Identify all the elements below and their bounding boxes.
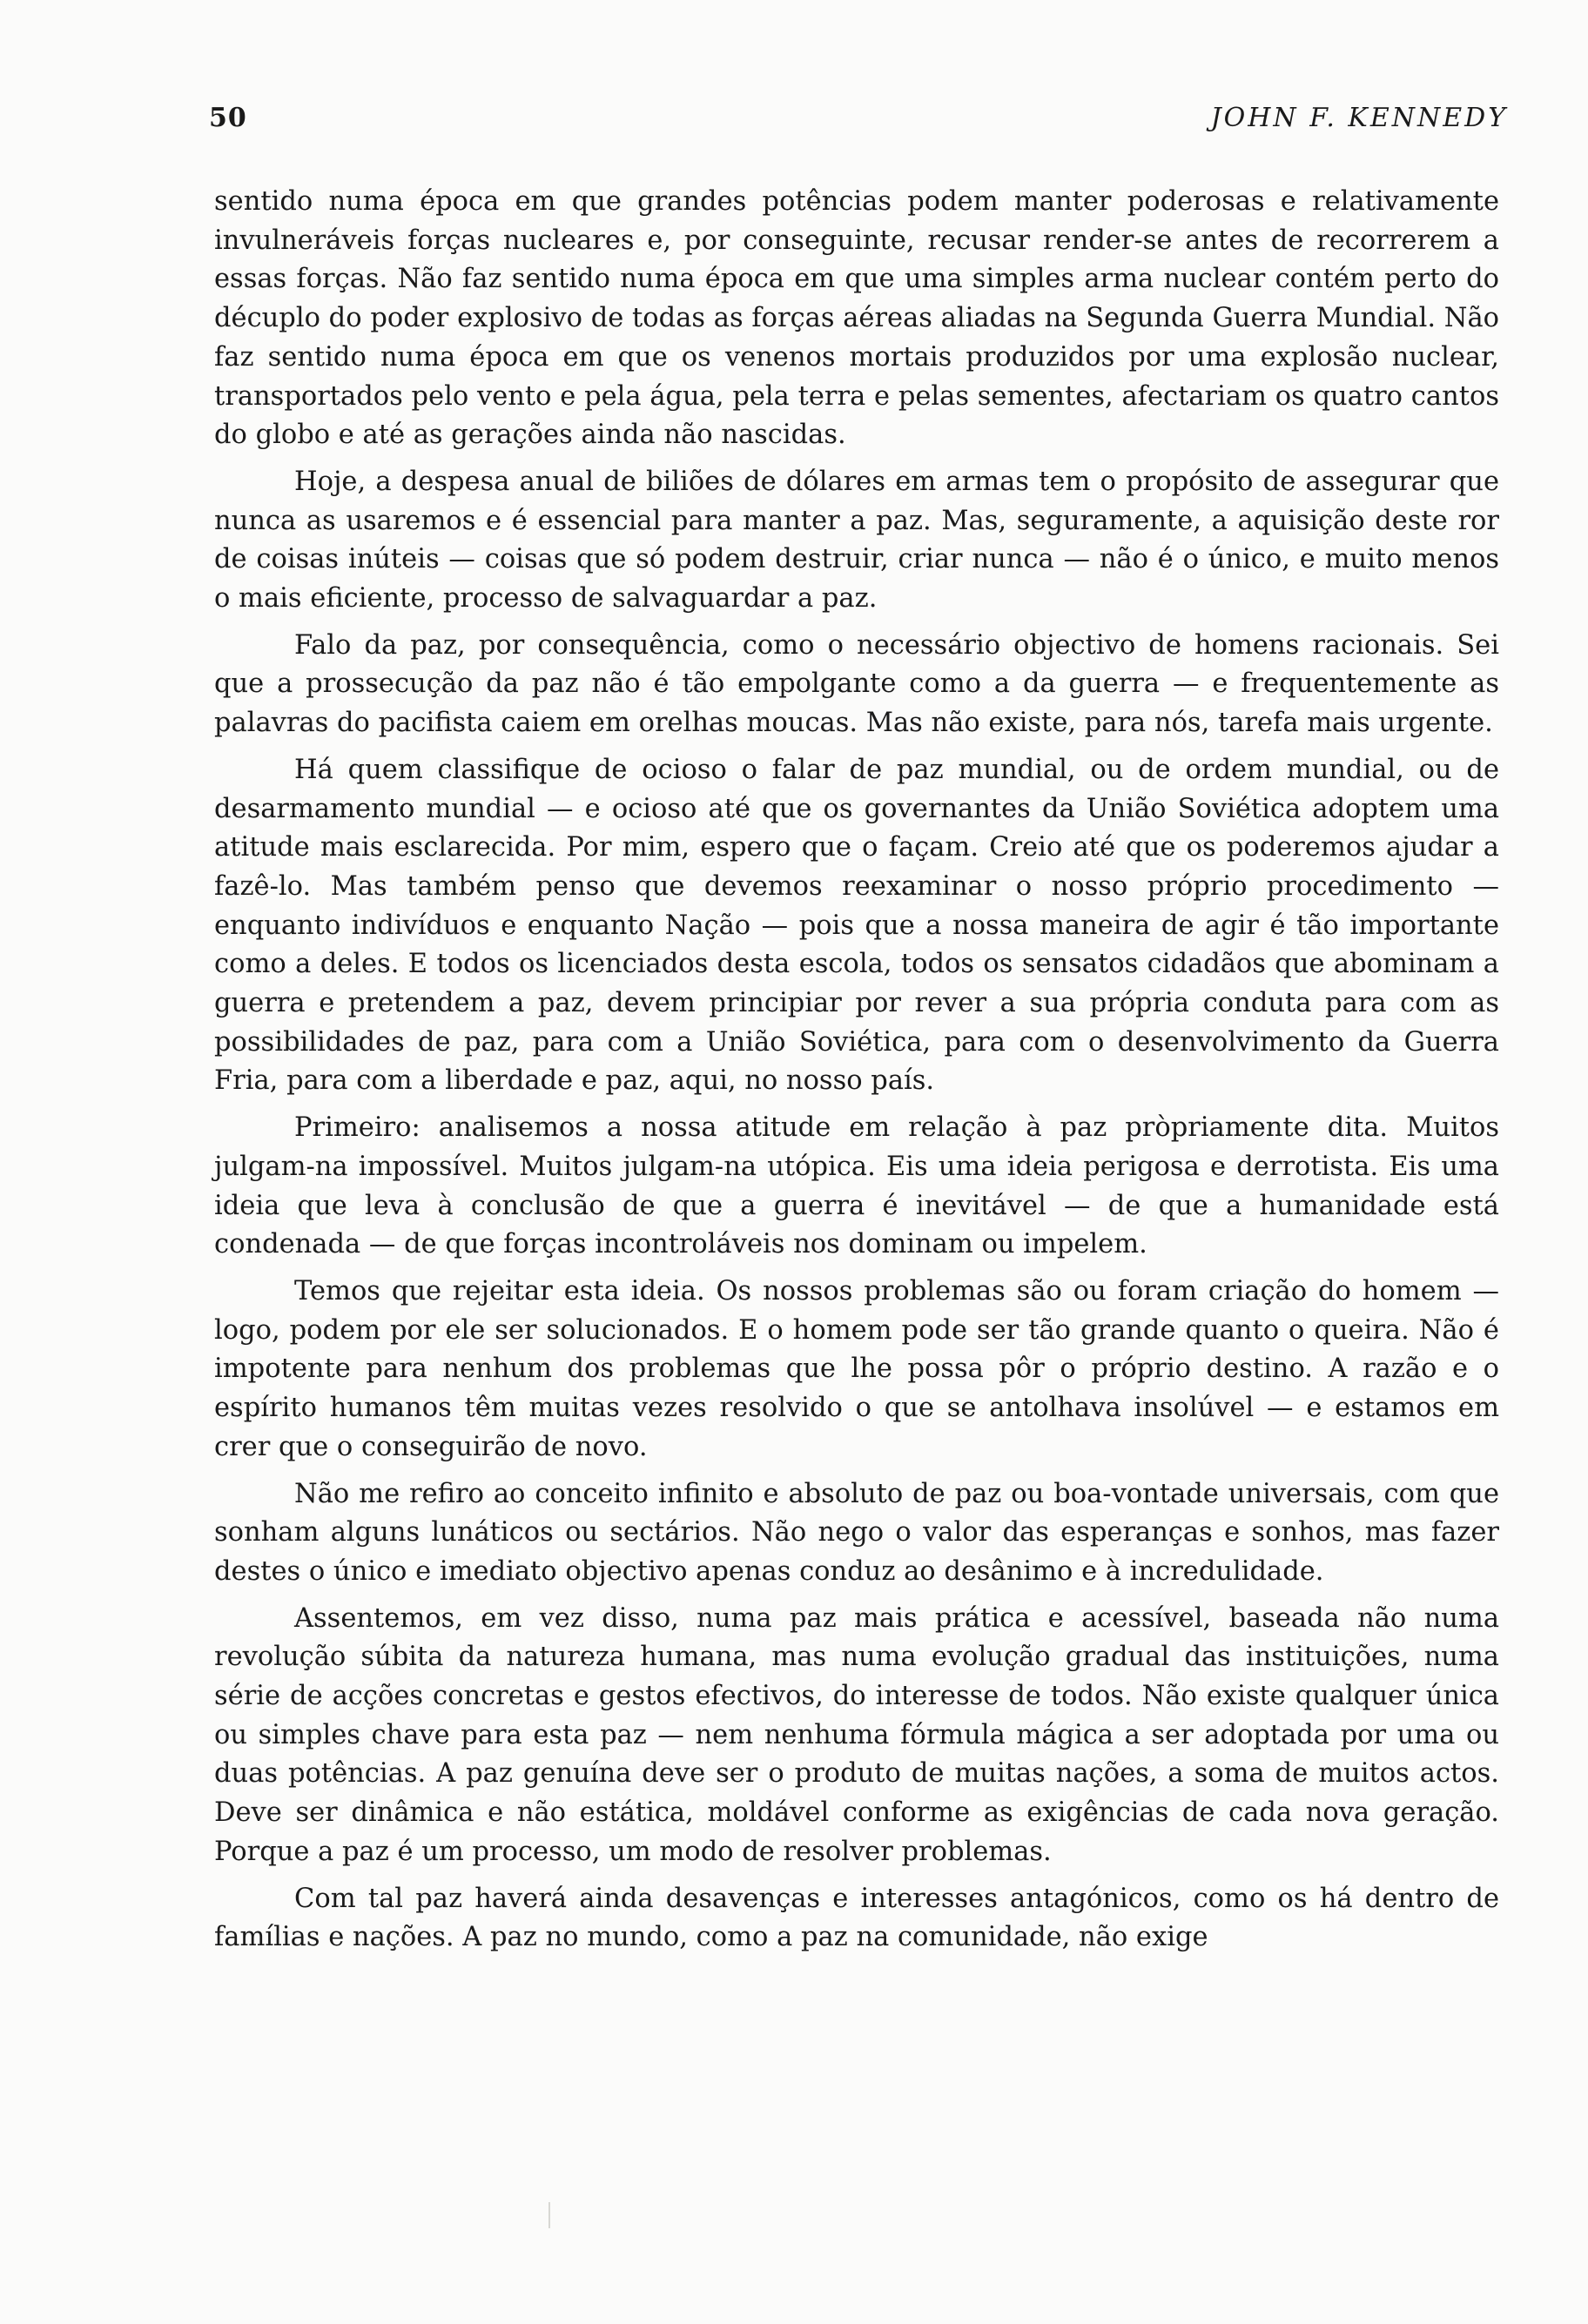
body-text (214, 183, 1499, 1958)
paragraph-8: Assentemos, em vez disso, numa paz mais prática e acessível, baseada não numa revolução súbita da natureza humana, mas numa evolução gradual das instituições, numa série de acções concretas e gestos efectivos, do interesse de todos. Não existe qualquer única ou simples chave para esta paz — nem nenhuma fórmula mágica a ser adoptada por uma ou duas potências. A paz genuína deve ser o produto de muitas nações, a soma de muitos actos. Deve ser dinâmica e não estática, moldável conforme as exigências de cada nova geração. Porque a paz é um processo, um modo de resolver problemas. (214, 1602, 1499, 1867)
paragraph-7: Não me refiro ao conceito infinito e absoluto de paz ou boa-vontade universais, com que sonham alguns lunáticos ou sectários. Não nego o valor das esperanças e sonhos, mas fazer destes o único e imediato objectivo apenas conduz ao desânimo e à incredulidade. (214, 1478, 1499, 1587)
page-number: 50 (209, 103, 247, 133)
scan-artifact (548, 2202, 550, 2228)
paragraph-6: Temos que rejeitar esta ideia. Os nossos problemas são ou foram criação do homem — logo, podem por ele ser solucionados. E o homem pode ser tão grande quanto o queira. Não é impotente para nenhum dos problemas que lhe possa pôr o próprio destino. A razão e o espírito humanos têm muitas vezes resolvido o que se antolhava insolúvel — e estamos em crer que o conseguirão de novo. (214, 1275, 1499, 1462)
paragraph-5: Primeiro: analisemos a nossa atitude em relação à paz pròpriamente dita. Muitos julgam-na impossível. Muitos julgam-na utópica. Eis uma ideia perigosa e derrotista. Eis uma ideia que leva à conclusão de que a guerra é inevitável — de que a humanidade está condenada — de que forças incontroláveis nos dominam ou impelem. (214, 1112, 1499, 1260)
paragraph-2: Hoje, a despesa anual de biliões de dólares em armas tem o propósito de assegurar que nunca as usaremos e é essencial para manter a paz. Mas, seguramente, a aquisição deste ror de coisas inúteis — coisas que só podem destruir, criar nunca — não é o único, e muito menos o mais eficiente, processo de salvaguardar a paz. (214, 466, 1499, 615)
paragraph-9: Com tal paz haverá ainda desavenças e interesses antagónicos, como os há dentro de famílias e nações. A paz no mundo, como a paz na comunidade, não exige (214, 1883, 1499, 1953)
paragraph-3: Falo da paz, por consequência, como o necessário objectivo de homens racionais. Sei que a prossecução da paz não é tão empolgante como a da guerra — e frequentemente as palavras do pacifista caiem em orelhas moucas. Mas não existe, para nós, tarefa mais urgente. (214, 629, 1499, 739)
paragraph-1: sentido numa época em que grandes potências podem manter poderosas e relativamente invulneráveis forças nucleares e, por conseguinte, recusar render-se antes de recorrerem a essas forças. Não faz sentido numa época em que uma simples arma nuclear contém perto do décuplo do poder explosivo de todas as forças aéreas aliadas na Segunda Guerra Mundial. Não faz sentido numa época em que os venenos mortais produzidos por uma explosão nuclear, transportados pelo vento e pela água, pela terra e pelas sementes, afectariam os quatro cantos do globo e até as gerações ainda não nascidas. (214, 186, 1499, 451)
paragraph-4: Há quem classifique de ocioso o falar de paz mundial, ou de ordem mundial, ou de desarmamento mundial — e ocioso até que os governantes da União Soviética adoptem uma atitude mais esclarecida. Por mim, espero que o façam. Creio até que os poderemos ajudar a fazê-lo. Mas também penso que devemos reexaminar o nosso próprio procedimento — enquanto indivíduos e enquanto Nação — pois que a nossa maneira de agir é tão importante como a deles. E todos os licenciados desta escola, todos os sensatos cidadãos que abominam a guerra e pretendem a paz, devem principiar por rever a sua própria conduta para com as possibilidades de paz, para com a União Soviética, para com o desenvolvimento da Guerra Fria, para com a liberdade e paz, aqui, no nosso país. (214, 754, 1499, 1097)
running-header: JOHN F. KENNEDY (1210, 103, 1508, 133)
